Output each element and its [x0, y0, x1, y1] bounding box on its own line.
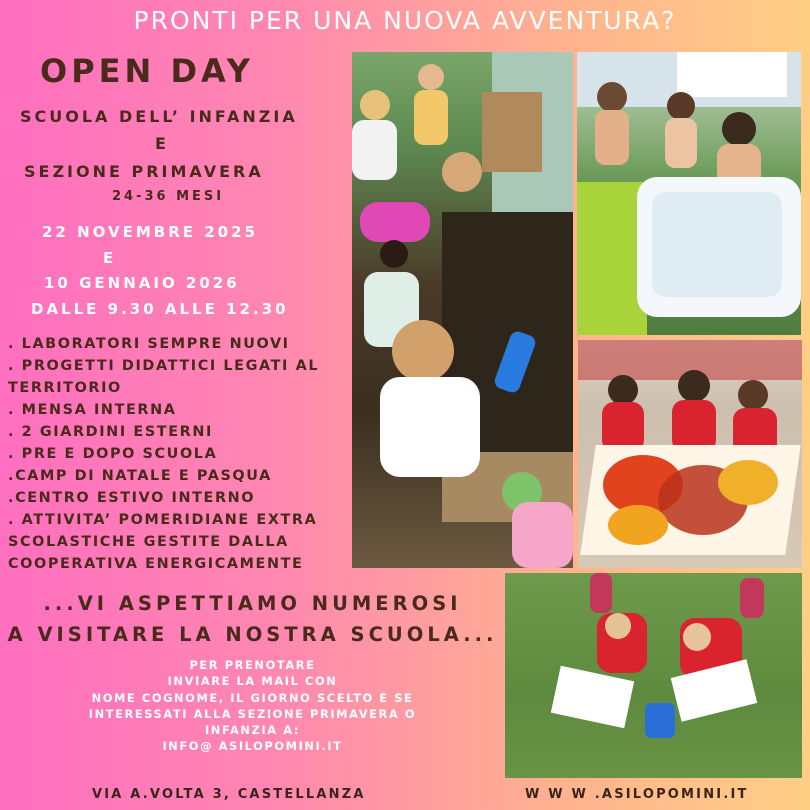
footer-website: W W W .ASILOPOMINI.IT [525, 787, 749, 802]
welcome-line2: A VISITARE LA NOSTRA SCUOLA... [7, 623, 498, 646]
footer-address: VIA A.VOLTA 3, CASTELLANZA [92, 787, 366, 802]
school-line2: SEZIONE PRIMAVERA [24, 162, 264, 181]
booking-line: PER PRENOTARE [189, 658, 316, 672]
features-list [8, 333, 353, 575]
feature-item: . MENSA INTERNA [8, 402, 177, 418]
opening-hours: DALLE 9.30 ALLE 12.30 [31, 300, 289, 318]
photo-pool [577, 52, 801, 335]
booking-info [0, 657, 505, 755]
feature-item: . 2 GIARDINI ESTERNI [8, 424, 213, 440]
feature-item: . LABORATORI SEMPRE NUOVI [8, 336, 290, 352]
booking-line: INVIARE LA MAIL CON [167, 674, 338, 689]
date-connector: E [103, 249, 117, 267]
booking-line: INFANZIA A: [204, 723, 301, 738]
booking-line: INTERESSATI ALLA SEZIONE PRIMAVERA O [88, 706, 417, 721]
feature-item: . PROGETTI DIDATTICI LEGATI AL TERRITORIO [8, 358, 320, 396]
booking-line: NOME COGNOME, IL GIORNO SCELTO E SE [91, 690, 414, 705]
feature-item: .CENTRO ESTIVO INTERNO [8, 490, 256, 506]
photo-painting [578, 340, 802, 568]
school-connector: E [155, 134, 169, 153]
feature-item: . PRE E DOPO SCUOLA [8, 446, 218, 462]
feature-item: . ATTIVITA’ POMERIDIANE EXTRA SCOLASTICHE GESTITE DALLA COOPERATIVA ENERGICAMENTE [8, 512, 318, 572]
photo-lawn [505, 573, 802, 778]
date-2: 10 GENNAIO 2026 [44, 274, 240, 292]
age-range: 24-36 MESI [112, 189, 225, 204]
event-title: OPEN DAY [40, 52, 254, 90]
headline: PRONTI PER UNA NUOVA AVVENTURA? [133, 6, 677, 35]
photo-garden [352, 52, 573, 568]
welcome-line1: ...VI ASPETTIAMO NUMEROSI [43, 592, 462, 615]
feature-item: .CAMP DI NATALE E PASQUA [8, 468, 272, 484]
booking-email: INFO@ ASILOPOMINI.IT [162, 739, 343, 754]
date-1: 22 NOVEMBRE 2025 [42, 223, 258, 241]
school-line1: SCUOLA DELL’ INFANZIA [20, 107, 298, 126]
